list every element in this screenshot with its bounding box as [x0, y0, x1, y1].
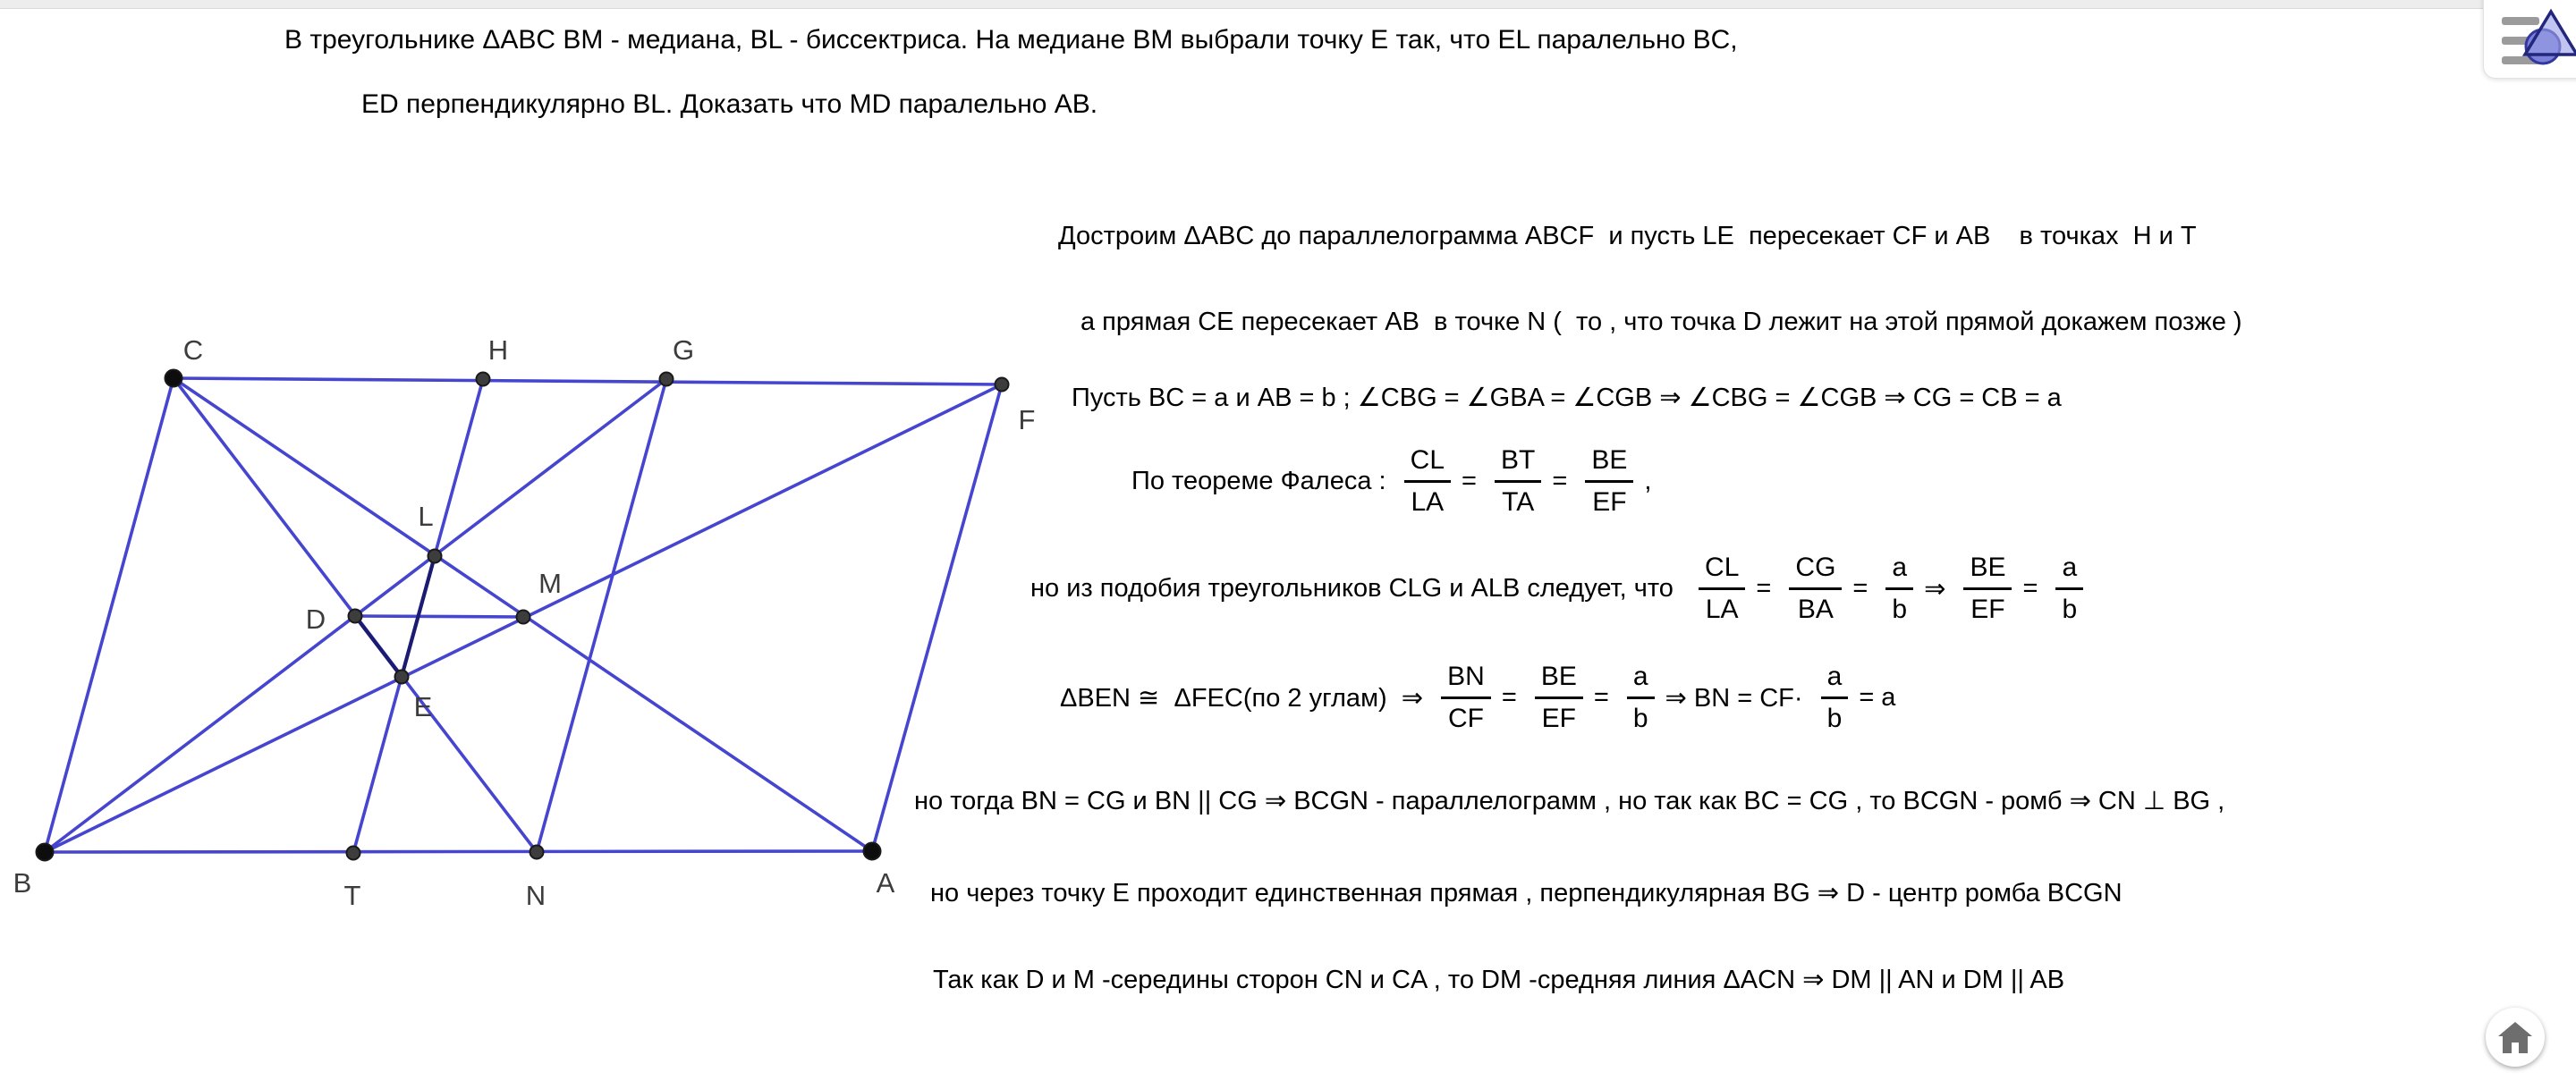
proof-line-8 — [930, 877, 2123, 908]
proof-text: но через точку E проходит единственная прямая , перпендикулярная BG ⇒ D - центр ромба BCGN — [930, 879, 2123, 908]
menu-bar-1 — [2502, 17, 2539, 25]
label-A: A — [876, 867, 895, 899]
fraction: $\frac{CL}{LA}$ — [1404, 445, 1451, 517]
proof-text: Достроим ΔABC до параллелограмма ABCF и пусть LE пересекает CF и AB в точках H и T — [1058, 222, 2197, 250]
fraction: $\frac{BT}{TA}$ — [1495, 445, 1541, 517]
label-B: B — [13, 867, 32, 899]
proof-text: ⇒ BN = CF· — [1665, 683, 1810, 713]
label-E: E — [413, 691, 433, 722]
label-M: M — [538, 568, 562, 599]
fraction: $\frac{CL}{LA}$ — [1699, 553, 1745, 624]
proof-text: ΔBEN ≅ ΔFEC(по 2 углам) ⇒ — [1060, 683, 1431, 713]
point-L[interactable] — [428, 550, 442, 563]
fraction: $\frac{BE}{EF}$ — [1585, 445, 1633, 517]
segment-AF[interactable] — [872, 384, 1002, 851]
label-H: H — [487, 334, 509, 366]
segment-DE[interactable] — [355, 616, 402, 677]
segment-GN[interactable] — [537, 379, 666, 852]
proof-text: = — [1593, 682, 1616, 712]
proof-line-6 — [1060, 662, 1895, 733]
point-N[interactable] — [530, 846, 544, 859]
fraction: $\frac{a}{b}$ — [1627, 662, 1655, 733]
fraction: $\frac{a}{b}$ — [1821, 662, 1849, 733]
point-B[interactable] — [37, 844, 54, 861]
proof-text: Пусть BC = a и AB = b ; ∠CBG = ∠GBA = ∠CGB ⇒ ∠CBG = ∠CGB ⇒ CG = CB = a — [1072, 384, 2062, 412]
point-D[interactable] — [349, 610, 362, 623]
fraction: $\frac{BE}{EF}$ — [1963, 553, 2012, 624]
label-C: C — [182, 334, 204, 366]
geometry-canvas[interactable] — [0, 0, 1073, 948]
label-F: F — [1018, 404, 1036, 435]
proof-line-4 — [1131, 445, 1651, 517]
proof-text: Так как D и M -середины сторон CN и CA , то DM -средняя линия ΔACN ⇒ DM || AN и DM || AB — [933, 966, 2065, 994]
fraction: $\frac{BE}{EF}$ — [1535, 662, 1583, 733]
proof-line-9 — [933, 964, 2064, 995]
point-M[interactable] — [517, 611, 530, 624]
segment-DM[interactable] — [355, 616, 523, 617]
point-G[interactable] — [660, 373, 674, 386]
label-G: G — [672, 334, 695, 366]
proof-line-3 — [1072, 382, 2062, 413]
home-button[interactable] — [2486, 1008, 2545, 1067]
problem-statement-line2: ED перпендикулярно BL. Доказать что MD паралельно AB. — [361, 89, 1098, 119]
graphics-view-menu-icon — [2484, 0, 2576, 78]
proof-text: = a — [1859, 682, 1896, 712]
label-T: T — [343, 880, 361, 911]
point-E[interactable] — [395, 671, 409, 684]
proof-text: По теореме Фалеса : — [1131, 466, 1394, 495]
proof-text: , — [1644, 466, 1652, 495]
proof-text: = — [1501, 682, 1524, 712]
proof-text: ⇒ — [1924, 574, 1953, 604]
fraction: $\frac{a}{b}$ — [2055, 553, 2083, 624]
proof-text: = — [1552, 466, 1575, 495]
fraction: $\frac{BN}{CF}$ — [1441, 662, 1491, 733]
point-H[interactable] — [477, 373, 490, 386]
proof-text: но из подобия треугольников CLG и ALB следует, что — [1030, 573, 1689, 603]
label-D: D — [305, 604, 326, 635]
proof-text: но тогда BN = CG и BN || CG ⇒ BCGN - параллелограмм , но так как BC = CG , то BCGN - ромб ⇒ CN ⊥ BG , — [914, 787, 2225, 815]
proof-text: а прямая CE пересекает AB в точке N ( то , что точка D лежит на этой прямой докажем позже ) — [1080, 308, 2242, 336]
proof-line-2 — [1080, 308, 2242, 337]
proof-line-1 — [1058, 222, 2197, 251]
fraction: $\frac{CG}{BA}$ — [1789, 553, 1842, 624]
proof-text: = — [2022, 573, 2046, 603]
proof-text: = — [1852, 573, 1876, 603]
label-L: L — [418, 501, 434, 532]
segment-BA[interactable] — [45, 851, 872, 852]
point-C[interactable] — [165, 370, 182, 387]
proof-text: = — [1756, 573, 1779, 603]
proof-line-7 — [914, 785, 2224, 816]
segment-CF[interactable] — [174, 378, 1002, 384]
fraction: $\frac{a}{b}$ — [1885, 553, 1913, 624]
point-A[interactable] — [864, 843, 881, 860]
graphics-view-menu-button[interactable] — [2483, 0, 2576, 79]
proof-line-5 — [1030, 553, 2094, 624]
point-F[interactable] — [996, 378, 1009, 392]
label-N: N — [525, 880, 547, 911]
segment-BC[interactable] — [45, 378, 174, 852]
problem-statement-line1: В треугольнике ΔABC BM - медиана, BL - биссектриса. На медиане BM выбрали точку Е так, что EL паралельно BC, — [284, 25, 1738, 55]
point-T[interactable] — [347, 847, 360, 860]
proof-text: = — [1462, 466, 1485, 495]
home-icon — [2498, 1021, 2532, 1053]
